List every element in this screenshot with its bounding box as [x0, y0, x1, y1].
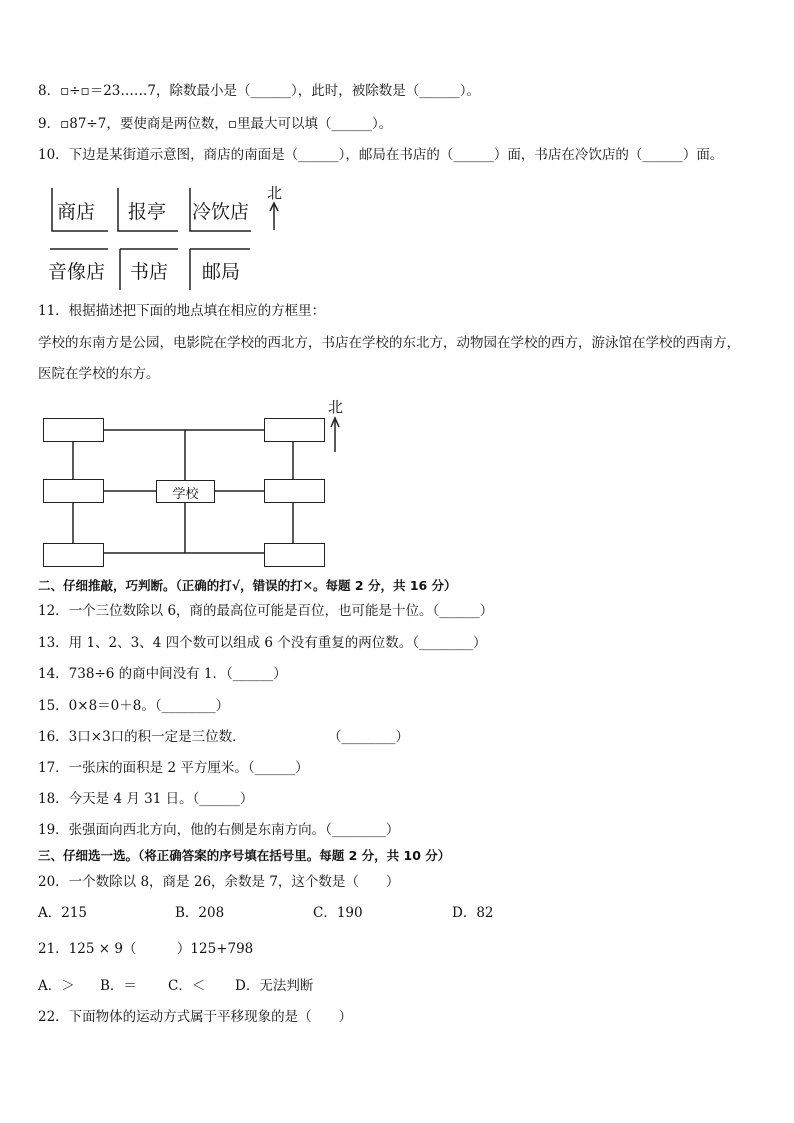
question-20: 20．一个数除以 8，商是 26，余数是 7，这个数是（ ） — [38, 874, 400, 890]
street-video-store: 音像店 — [48, 261, 106, 283]
answer-box-west[interactable] — [43, 479, 104, 503]
question-16-blank: （________） — [328, 729, 409, 745]
answer-box-southeast[interactable] — [264, 543, 325, 567]
q21-option-d: D．无法判断 — [235, 978, 314, 994]
street-post-office: 邮局 — [202, 261, 241, 283]
q20-option-c: C．190 — [313, 905, 363, 921]
question-11-description-1: 学校的东南方是公园，电影院在学校的西北方，书店在学校的东北方，动物园在学校的西方，游泳馆在学校的西南方， — [38, 335, 740, 351]
q20-option-a: A．215 — [38, 905, 88, 921]
question-18: 18．今天是 4 月 31 日。（______） — [38, 791, 254, 807]
question-11-title: 11．根据描述把下面的地点填在相应的方框里： — [38, 303, 326, 319]
street-cold-drink-shop: 冷饮店 — [192, 201, 250, 223]
question-11-description-2: 医院在学校的东方。 — [38, 366, 160, 382]
section-2-heading: 二、仔细推敲，巧判断。（正确的打√，错误的打✕。每题 2 分，共 16 分） — [38, 578, 457, 593]
q21-option-a: A．＞ — [38, 978, 75, 994]
question-13: 13．用 1、2、3、4 四个数可以组成 6 个没有重复的两位数。（________） — [38, 635, 487, 651]
question-22: 22．下面物体的运动方式属于平移现象的是（ ） — [38, 1009, 353, 1025]
section-3-heading: 三、仔细选一选。（将正确答案的序号填在括号里。每题 2 分，共 10 分） — [38, 848, 451, 863]
question-21: 21．125 × 9（ ）125+798 — [38, 941, 254, 957]
school-north-label: 北 — [328, 398, 344, 416]
question-16: 16．3口×3口的积一定是三位数． — [38, 729, 246, 745]
street-bookstore: 书店 — [130, 261, 169, 283]
question-14: 14．738÷6 的商中间没有 1．（______） — [38, 666, 287, 682]
q21-option-b: B．＝ — [100, 978, 137, 994]
q20-option-d: D．82 — [452, 905, 494, 921]
q21-option-c: C．＜ — [168, 978, 206, 994]
question-9: 9．▫87÷7，要使商是两位数，▫里最大可以填（______）。 — [38, 116, 393, 132]
answer-box-northeast[interactable] — [264, 418, 325, 442]
question-19: 19．张强面向西北方向，他的右侧是东南方向。（________） — [38, 822, 400, 838]
question-15: 15．0×8＝0＋8。（________） — [38, 698, 230, 714]
answer-box-northwest[interactable] — [43, 418, 104, 442]
school-label: 学校 — [172, 487, 199, 502]
answer-box-southwest[interactable] — [43, 543, 104, 567]
street-shop: 商店 — [57, 201, 96, 223]
question-8: 8．▫÷▫＝23……7，除数最小是（______），此时，被除数是（______）。 — [38, 83, 480, 99]
answer-box-east[interactable] — [264, 479, 325, 503]
q20-option-b: B．208 — [175, 905, 225, 921]
question-17: 17．一张床的面积是 2 平方厘米。（______） — [38, 760, 309, 776]
question-12: 12．一个三位数除以 6，商的最高位可能是百位，也可能是十位。（______） — [38, 603, 494, 619]
street-north-label: 北 — [267, 184, 283, 202]
street-newsstand: 报亭 — [128, 201, 167, 223]
question-10: 10．下边是某街道示意图，商店的南面是（______），邮局在书店的（______）面，书店在冷饮店的（______）面。 — [38, 147, 724, 163]
